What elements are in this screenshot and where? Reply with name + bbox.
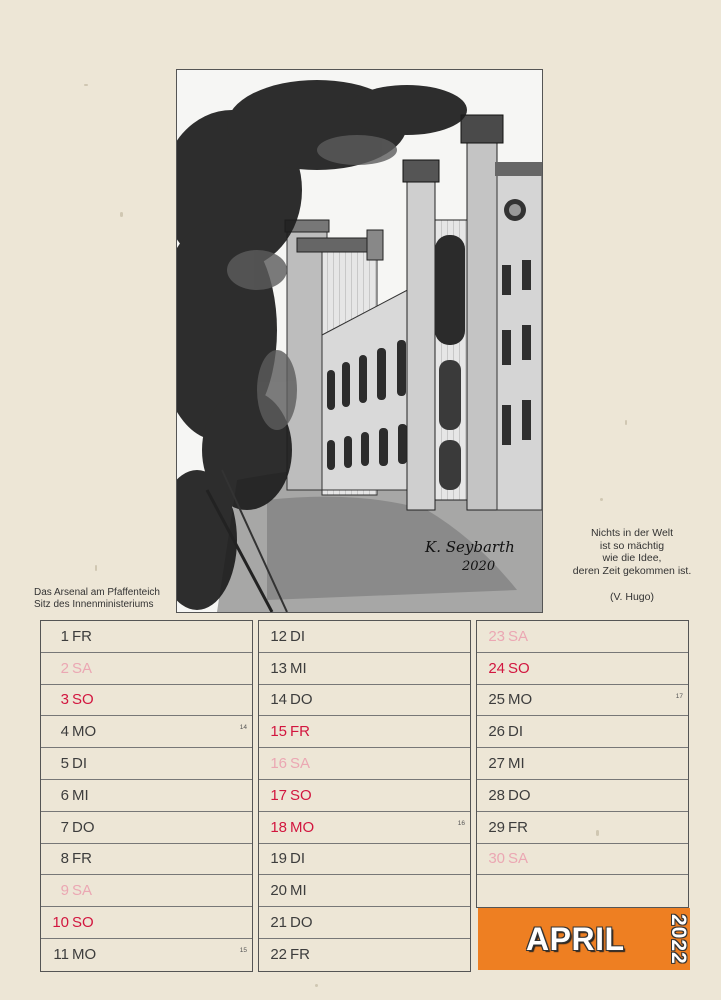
- calendar-day-row: [41, 621, 252, 653]
- day-number: 24: [488, 659, 505, 677]
- day-number: 16: [270, 755, 287, 773]
- day-name: FR: [72, 850, 92, 868]
- day-name: DO: [508, 786, 531, 804]
- day-name: SA: [508, 850, 529, 868]
- day-number: 10: [52, 914, 69, 932]
- calendar-day-row: [41, 716, 252, 748]
- calendar-day-row: [259, 748, 470, 780]
- calendar-column-2: [258, 620, 471, 972]
- day-name: DI: [290, 627, 305, 645]
- day-name: SA: [290, 755, 311, 773]
- calendar-day-row: [41, 844, 252, 876]
- calendar-day-row: [259, 939, 470, 971]
- signature: K. Seybarth: [425, 538, 515, 556]
- day-number: 1: [60, 627, 69, 645]
- day-number: 23: [488, 627, 505, 645]
- day-name: MO: [72, 723, 97, 741]
- calendar-day-row: [477, 748, 688, 780]
- day-number: 17: [270, 786, 287, 804]
- calendar-day-row: [259, 780, 470, 812]
- day-name: MI: [290, 659, 307, 677]
- week-number: 15: [239, 946, 247, 954]
- calendar-day-row: [477, 812, 688, 844]
- day-number: 6: [60, 786, 69, 804]
- quote-line: wie die Idee,: [602, 552, 662, 564]
- day-number: 21: [270, 914, 287, 932]
- calendar-column-1: [40, 620, 253, 972]
- day-number: 13: [270, 659, 287, 677]
- calendar-day-row: [477, 685, 688, 717]
- year-label: 2022: [667, 914, 690, 965]
- paper-speck: [625, 420, 627, 425]
- calendar-day-row: [259, 812, 470, 844]
- day-number: 3: [60, 691, 69, 709]
- day-name: DO: [72, 818, 95, 836]
- paper-speck: [84, 84, 88, 86]
- day-name: MO: [508, 691, 533, 709]
- calendar-day-row: [477, 780, 688, 812]
- day-name: SO: [72, 691, 94, 709]
- calendar-day-row: [41, 653, 252, 685]
- calendar-day-row: [259, 653, 470, 685]
- day-name: FR: [72, 627, 92, 645]
- day-name: MI: [72, 786, 89, 804]
- day-number: 7: [60, 818, 69, 836]
- day-number: 15: [270, 723, 287, 741]
- day-name: SO: [72, 914, 94, 932]
- day-number: 11: [53, 946, 69, 964]
- paper-speck: [600, 498, 603, 501]
- day-number: 29: [488, 818, 505, 836]
- week-number: 14: [239, 724, 247, 732]
- quote-author: (V. Hugo): [610, 591, 654, 603]
- day-number: 30: [488, 850, 505, 868]
- calendar-day-row: [41, 875, 252, 907]
- quote-line: deren Zeit gekommen ist.: [572, 564, 692, 577]
- paper-speck: [315, 984, 318, 987]
- day-number: 26: [488, 723, 505, 741]
- day-name: FR: [290, 723, 310, 741]
- day-number: 2: [60, 659, 69, 677]
- day-number: 18: [270, 818, 287, 836]
- day-number: 5: [60, 755, 69, 773]
- quote-line: ist so mächtig: [599, 539, 665, 552]
- calendar-day-row: [259, 621, 470, 653]
- day-name: DI: [290, 850, 305, 868]
- day-number: 19: [270, 850, 287, 868]
- day-number: 27: [488, 755, 505, 773]
- day-number: 28: [488, 786, 505, 804]
- artwork-pencil-drawing: [176, 69, 543, 613]
- day-name: DO: [290, 914, 313, 932]
- calendar-day-row: [477, 716, 688, 748]
- day-name: FR: [290, 946, 310, 964]
- day-number: 22: [270, 946, 287, 964]
- day-name: SO: [508, 659, 530, 677]
- week-number: 17: [675, 692, 683, 700]
- day-number: 8: [60, 850, 69, 868]
- quote: [548, 527, 716, 604]
- paper-speck: [95, 565, 97, 571]
- calendar-day-row: [259, 716, 470, 748]
- calendar-day-row: [477, 653, 688, 685]
- calendar-day-row: [477, 621, 688, 653]
- signature-year: 2020: [462, 559, 496, 574]
- day-number: 20: [270, 882, 287, 900]
- calendar-day-row: [41, 780, 252, 812]
- day-number: 12: [270, 627, 287, 645]
- calendar-day-row: [41, 812, 252, 844]
- day-name: MI: [508, 755, 525, 773]
- day-number: 9: [60, 882, 69, 900]
- caption-line: Das Arsenal am Pfaffenteich: [34, 587, 160, 598]
- week-number: 16: [457, 819, 465, 827]
- artwork-caption: [34, 587, 176, 611]
- paper-speck: [120, 212, 123, 217]
- calendar-day-row: [259, 875, 470, 907]
- day-name: FR: [508, 818, 528, 836]
- caption-line: Sitz des Innenministeriums: [34, 599, 154, 610]
- calendar-day-row: [41, 748, 252, 780]
- day-name: SA: [72, 882, 93, 900]
- day-name: MO: [290, 818, 315, 836]
- calendar-day-row: [41, 939, 252, 971]
- day-name: SO: [290, 786, 312, 804]
- day-number: 14: [270, 691, 287, 709]
- day-number: 25: [488, 691, 505, 709]
- calendar-day-row: [41, 685, 252, 717]
- calendar-day-row: [259, 844, 470, 876]
- calendar-day-row: [41, 907, 252, 939]
- calendar-day-row: [477, 844, 688, 876]
- month-banner: [478, 908, 690, 970]
- quote-line: Nichts in der Welt: [590, 527, 674, 539]
- calendar-column-3: [476, 620, 689, 908]
- day-name: DI: [508, 723, 523, 741]
- calendar-empty-row: [477, 875, 688, 907]
- day-name: SA: [72, 659, 93, 677]
- day-name: MI: [290, 882, 307, 900]
- calendar-day-row: [259, 685, 470, 717]
- day-name: MO: [72, 946, 97, 964]
- day-name: DO: [290, 691, 313, 709]
- month-title: APRIL: [526, 921, 625, 957]
- day-name: DI: [72, 755, 87, 773]
- day-number: 4: [60, 723, 69, 741]
- day-name: SA: [508, 627, 529, 645]
- calendar-day-row: [259, 907, 470, 939]
